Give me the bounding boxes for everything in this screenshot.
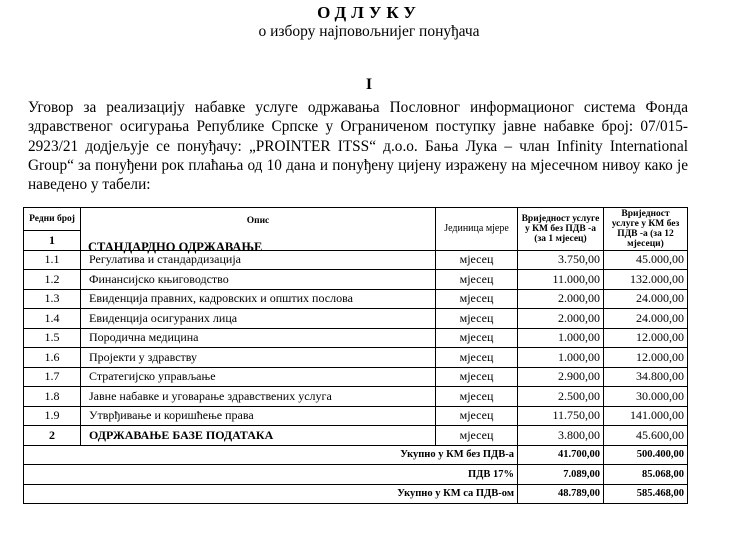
- row-num: 1.3: [24, 289, 81, 309]
- row-year: 12.000,00: [604, 348, 688, 368]
- total-label: Укупно у КМ са ПДВ-ом: [24, 484, 518, 504]
- header-desc: Опис: [81, 208, 436, 251]
- total-month: 41.700,00: [518, 445, 604, 465]
- document-title: ОДЛУКУ: [317, 3, 421, 22]
- decision-paragraph: Уговор за реализацију набавке услуге одржавања Пословног информационог система Фонда здравственог осигурања Републике Српске у Ограниченом поступку јавне набавке број: 07/015-2923/21 додјељује се понуђачу: „PROINTER ITSS“ д.о.о. Бања Лука – члан Infinity International Group“ за понуђени рок плаћања од 10 дана и понуђену цијену изражену на мјесечном нивоу како је наведено у табели:: [28, 99, 688, 194]
- total-row: [24, 465, 688, 485]
- row-unit: мјесец: [436, 348, 518, 368]
- total-label: ПДВ 17%: [24, 465, 518, 485]
- total-year: 585.468,00: [604, 484, 688, 504]
- total-year: 85.068,00: [604, 465, 688, 485]
- total-month: 48.789,00: [518, 484, 604, 504]
- row-desc: Утврђивање и коришћење права: [81, 406, 436, 426]
- table-row: [24, 309, 688, 329]
- row-year: 12.000,00: [604, 328, 688, 348]
- group1-label: СТАНДАРДНО ОДРЖАВАЊЕ: [88, 240, 263, 254]
- row-year: 141.000,00: [604, 406, 688, 426]
- row-month: 3.750,00: [518, 250, 604, 270]
- section-number: I: [365, 76, 373, 93]
- total-row: [24, 445, 688, 465]
- row-unit: мјесец: [436, 406, 518, 426]
- document-subtitle: о избору најповољнијег понуђача: [258, 23, 480, 40]
- row-num: 1.9: [24, 406, 81, 426]
- row-num: 1.4: [24, 309, 81, 329]
- table-row: [24, 387, 688, 407]
- row-month: 1.000,00: [518, 348, 604, 368]
- row-desc: Породична медицина: [81, 328, 436, 348]
- row-unit: мјесец: [436, 250, 518, 270]
- row-year: 30.000,00: [604, 387, 688, 407]
- header-num: Редни број: [24, 208, 81, 231]
- group-num: 1: [24, 231, 81, 251]
- row-month: 2.000,00: [518, 309, 604, 329]
- header-unit: Јединица мјере: [436, 208, 518, 251]
- row-num: 1.8: [24, 387, 81, 407]
- group2-num: 2: [24, 426, 81, 446]
- row-num: 1.5: [24, 328, 81, 348]
- table-header-row: [24, 208, 688, 231]
- row-desc: Јавне набавке и уговарање здравствених услуга: [81, 387, 436, 407]
- row-unit: мјесец: [436, 367, 518, 387]
- header-month: Вриједност услуге у КМ без ПДВ -а (за 1 мјесец): [518, 208, 604, 251]
- row-desc: Финансијско књиговодство: [81, 270, 436, 290]
- row-year: 24.000,00: [604, 289, 688, 309]
- row-month: 2.000,00: [518, 289, 604, 309]
- total-month: 7.089,00: [518, 465, 604, 485]
- row-unit: мјесец: [436, 270, 518, 290]
- total-label: Укупно у КМ без ПДВ-а: [24, 445, 518, 465]
- row-year: 34.800,00: [604, 367, 688, 387]
- table-row: [24, 367, 688, 387]
- row-unit: мјесец: [436, 328, 518, 348]
- table-row: [24, 270, 688, 290]
- group2-year: 45.600,00: [604, 426, 688, 446]
- table-row: [24, 289, 688, 309]
- row-desc: Пројекти у здравству: [81, 348, 436, 368]
- row-unit: мјесец: [436, 387, 518, 407]
- group2-unit: мјесец: [436, 426, 518, 446]
- row-desc: Стратегијско управљање: [81, 367, 436, 387]
- row-desc: Евиденција правних, кадровских и општих послова: [81, 289, 436, 309]
- row-month: 11.000,00: [518, 270, 604, 290]
- group2-month: 3.800,00: [518, 426, 604, 446]
- row-num: 1.1: [24, 250, 81, 270]
- row-year: 45.000,00: [604, 250, 688, 270]
- row-year: 24.000,00: [604, 309, 688, 329]
- total-row: [24, 484, 688, 504]
- row-num: 1.6: [24, 348, 81, 368]
- header-year: Вриједност услуге у КМ без ПДВ -а (за 12 мјесеци): [604, 208, 688, 251]
- row-month: 1.000,00: [518, 328, 604, 348]
- row-desc: Регулатива и стандардизација: [81, 250, 436, 270]
- row-unit: мјесец: [436, 309, 518, 329]
- row-month: 2.900,00: [518, 367, 604, 387]
- table-row: [24, 406, 688, 426]
- row-num: 1.2: [24, 270, 81, 290]
- table-row: [24, 348, 688, 368]
- table-row: [24, 328, 688, 348]
- row-desc: Евиденција осигураних лица: [81, 309, 436, 329]
- total-year: 500.400,00: [604, 445, 688, 465]
- row-month: 2.500,00: [518, 387, 604, 407]
- row-month: 11.750,00: [518, 406, 604, 426]
- group2-label: ОДРЖАВАЊЕ БАЗЕ ПОДАТАКА: [81, 426, 436, 446]
- group2-row: [24, 426, 688, 446]
- row-year: 132.000,00: [604, 270, 688, 290]
- row-unit: мјесец: [436, 289, 518, 309]
- row-num: 1.7: [24, 367, 81, 387]
